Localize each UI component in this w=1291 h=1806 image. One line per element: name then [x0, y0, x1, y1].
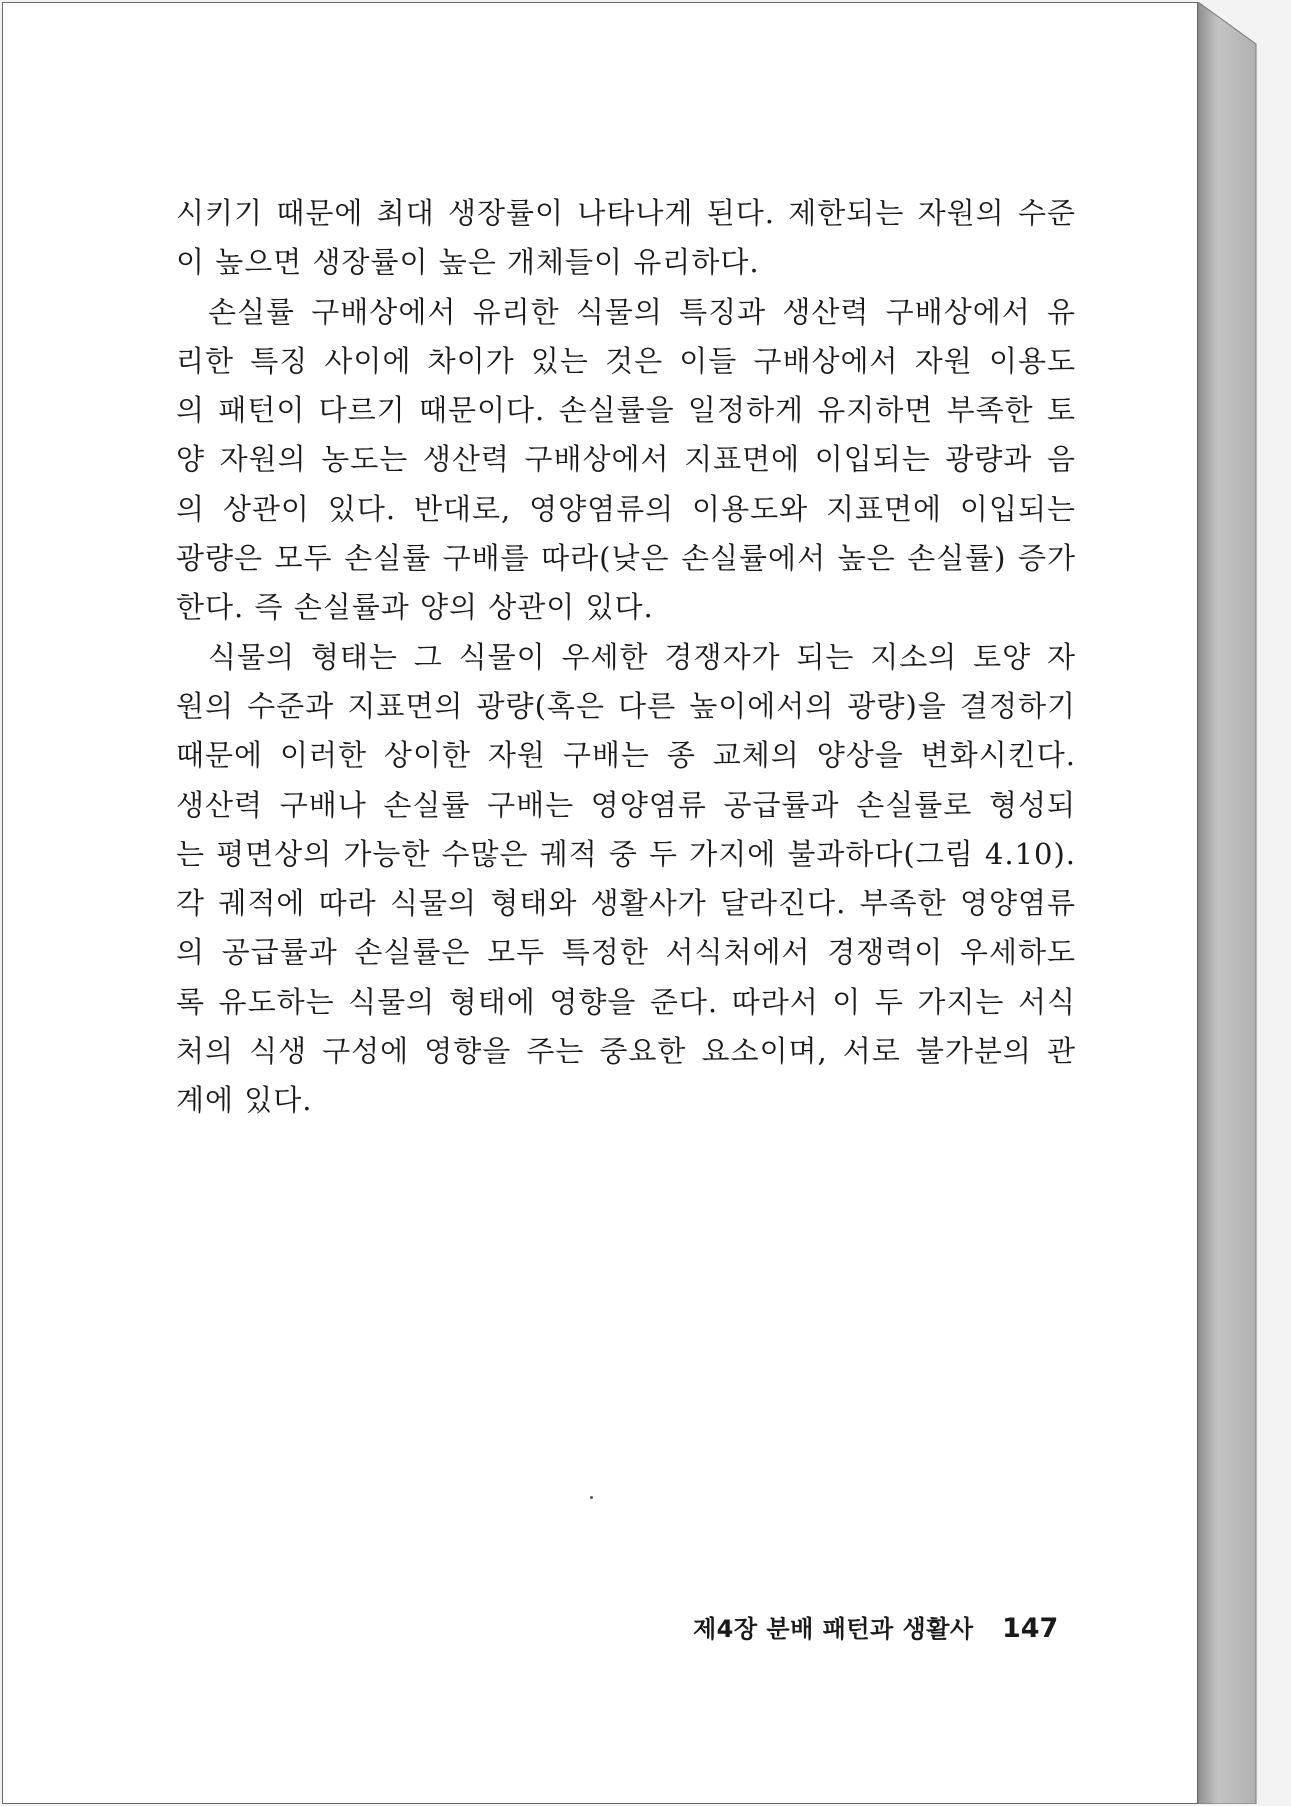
text-line: 시키기 때문에 최대 생장률이 나타나게 된다. 제한되는 자원의 수준	[176, 196, 1076, 230]
text-line: 양 자원의 농도는 생산력 구배상에서 지표면에 이입되는 광량과 음	[176, 442, 1076, 477]
book-edge	[1198, 2, 1268, 1804]
print-speck	[590, 1496, 593, 1499]
text-line: 의 상관이 있다. 반대로, 영양염류의 이용도와 지표면에 이입되는	[176, 491, 1076, 526]
running-footer-chapter: 제4장 분배 패턴과 생활사	[693, 1615, 974, 1643]
page-footer	[693, 1609, 1093, 1644]
text-line: 처의 식생 구성에 영향을 주는 중요한 요소이며, 서로 불가분의 관	[176, 1034, 1076, 1069]
text-line: 광량은 모두 손실률 구배를 따라(낮은 손실률에서 높은 손실률) 증가	[176, 541, 1076, 576]
text-line: 는 평면상의 가능한 수많은 궤적 중 두 가지에 불과하다(그림 4.10).	[176, 836, 1076, 871]
text-line: 의 공급률과 손실률은 모두 특정한 서식처에서 경쟁력이 우세하도	[176, 935, 1076, 970]
page-number: 147	[1001, 1613, 1059, 1644]
text-line: 한다. 즉 손실률과 양의 상관이 있다.	[176, 590, 654, 625]
text-line: 원의 수준과 지표면의 광량(혹은 다른 높이에서의 광량)을 결정하기	[176, 688, 1076, 723]
text-line: 각 궤적에 따라 식물의 형태와 생활사가 달라진다. 부족한 영양염류	[176, 886, 1076, 921]
text-line: 의 패턴이 다르기 때문이다. 손실률을 일정하게 유지하면 부족한 토	[176, 393, 1076, 428]
book-page	[2, 2, 1198, 1804]
text-line: 리한 특징 사이에 차이가 있는 것은 이들 구배상에서 자원 이용도	[176, 343, 1076, 378]
text-line: 손실률 구배상에서 유리한 식물의 특징과 생산력 구배상에서 유	[208, 294, 1076, 329]
text-line: 식물의 형태는 그 식물이 우세한 경쟁자가 되는 지소의 토양 자	[208, 639, 1076, 674]
text-line: 때문에 이러한 상이한 자원 구배는 종 교체의 양상을 변화시킨다.	[176, 738, 1076, 773]
body-text	[176, 189, 1076, 1126]
text-line: 록 유도하는 식물의 형태에 영향을 준다. 따라서 이 두 가지는 서식	[176, 984, 1076, 1019]
text-line: 계에 있다.	[176, 1083, 313, 1118]
text-line: 이 높으면 생장률이 높은 개체들이 유리하다.	[176, 245, 760, 280]
text-line: 생산력 구배나 손실률 구배는 영양염류 공급률과 손실률로 형성되	[176, 787, 1076, 822]
